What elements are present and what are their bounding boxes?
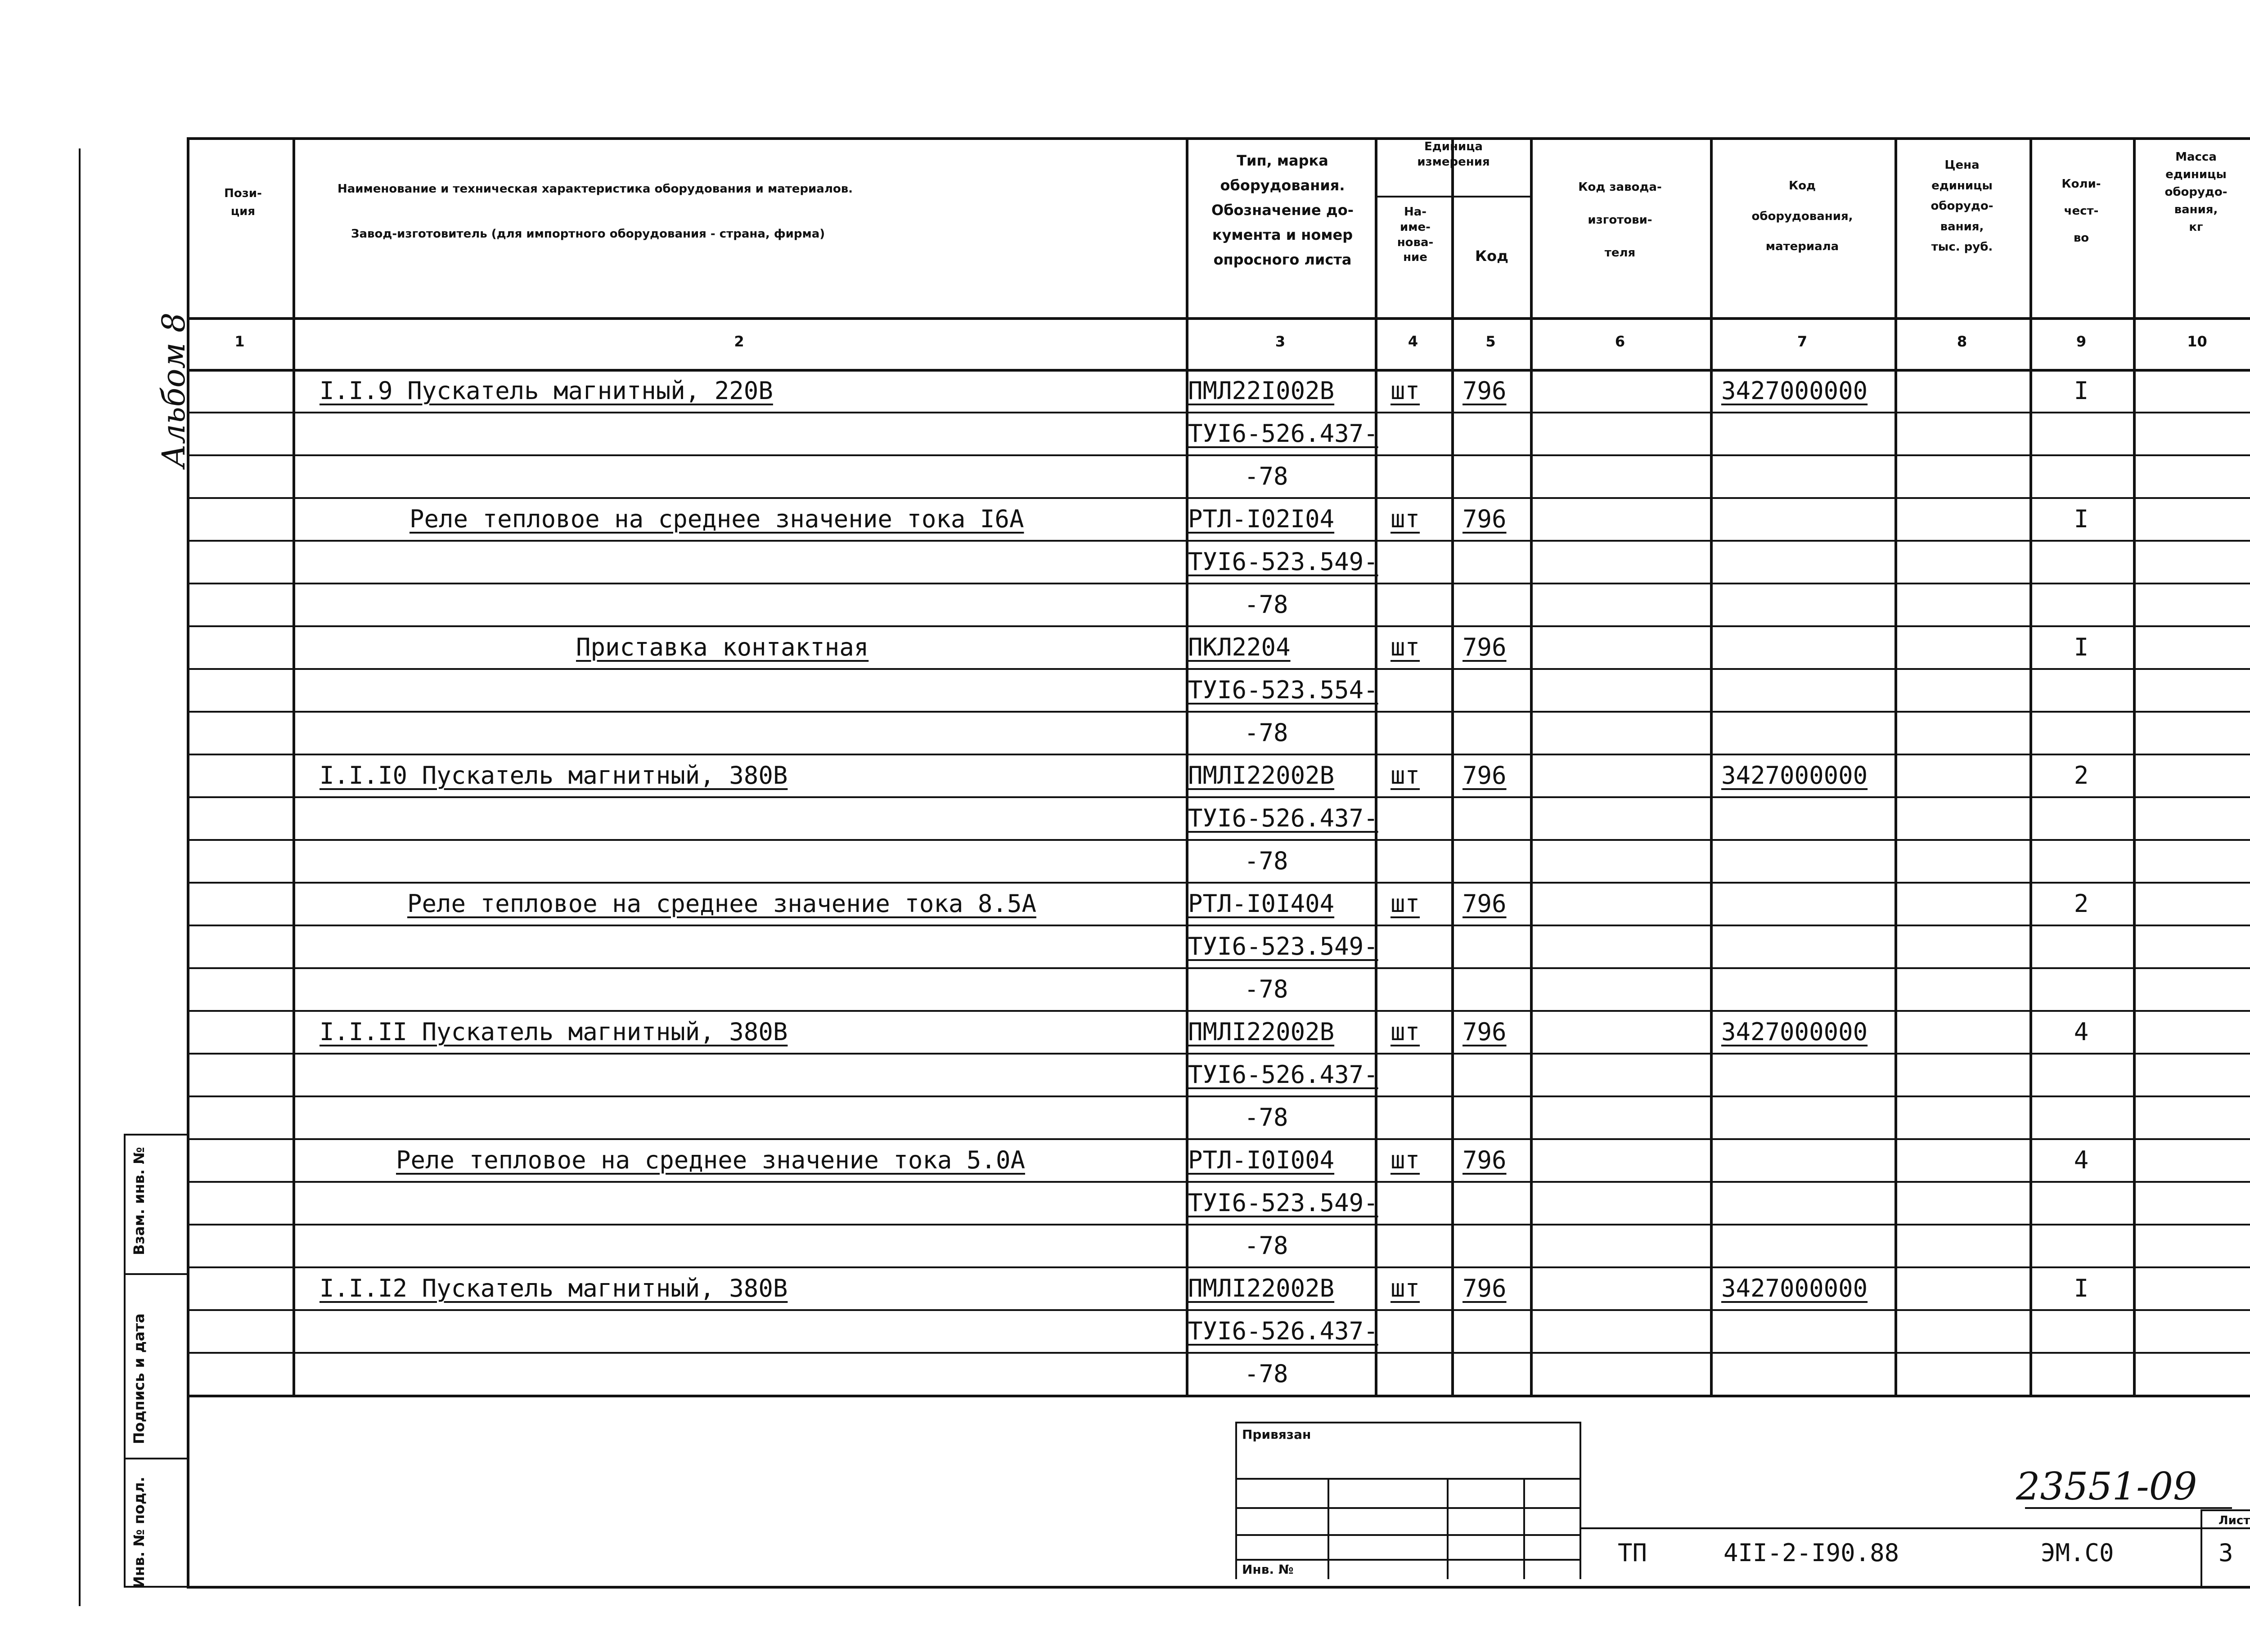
grid-line <box>79 148 81 1606</box>
grid-line <box>187 369 2250 372</box>
column-number-7: 7 <box>1797 333 1808 350</box>
item-type-doc: ПМЛI22002В <box>1188 1018 1335 1046</box>
grid-line <box>187 1352 2250 1354</box>
item-name: Реле тепловое на среднее значение тока 5.0А <box>396 1146 1025 1174</box>
item-type-doc: ТУI6-523.549- <box>1188 548 1378 576</box>
grid-line <box>187 454 2250 456</box>
grid-line <box>1235 1422 1580 1423</box>
grid-line <box>187 540 2250 542</box>
item-quantity: 2 <box>2074 761 2089 790</box>
document-code: ЭМ.С0 <box>2041 1539 2114 1567</box>
grid-line <box>2200 1509 2202 1586</box>
grid-line <box>1235 1507 1580 1509</box>
column-number-1: 1 <box>234 333 245 350</box>
grid-line <box>187 625 2250 627</box>
header-position: Пози- ция <box>224 187 262 219</box>
item-unit-code: 796 <box>1462 505 1507 533</box>
item-unit: шт <box>1390 889 1420 918</box>
grid-line <box>187 711 2250 713</box>
grid-line <box>187 137 2250 140</box>
item-type-doc: -78 <box>1244 462 1288 490</box>
grid-line <box>187 925 2250 926</box>
item-type-doc: ПМЛI22002В <box>1188 1274 1335 1302</box>
column-number-8: 8 <box>1957 333 1967 350</box>
item-unit-code: 796 <box>1462 1018 1507 1046</box>
item-name: Реле тепловое на среднее значение тока I6А <box>410 505 1024 533</box>
grid-line <box>1328 1478 1329 1579</box>
side-label-inv-orig: Инв. № подл. <box>130 1477 148 1588</box>
item-unit-code: 796 <box>1462 1274 1507 1302</box>
column-number-2: 2 <box>734 333 744 350</box>
grid-line <box>187 1181 2250 1183</box>
grid-line <box>187 1395 2250 1397</box>
item-unit-code: 796 <box>1462 377 1507 405</box>
item-type-doc: -78 <box>1244 847 1288 875</box>
item-unit: шт <box>1390 1018 1420 1046</box>
grid-line <box>2133 137 2136 1395</box>
item-type-doc: ПМЛ22I002В <box>1188 377 1335 405</box>
item-type-doc: ТУI6-526.437- <box>1188 804 1378 832</box>
item-quantity: I <box>2074 633 2089 661</box>
item-unit-code: 796 <box>1462 633 1507 661</box>
item-type-doc: ТУI6-526.437- <box>1188 419 1378 448</box>
column-number-10: 10 <box>2187 333 2207 350</box>
item-unit: шт <box>1390 505 1420 533</box>
item-type-doc: ТУI6-526.437- <box>1188 1060 1378 1089</box>
item-type-doc: -78 <box>1244 1231 1288 1260</box>
album-label: Альбом 8 <box>155 312 192 468</box>
grid-line <box>1235 1559 1580 1561</box>
header-type: Тип, марка оборудования. Обозначение до- кумента и номер опросного листа <box>1211 152 1354 269</box>
item-unit: шт <box>1390 1146 1420 1174</box>
item-quantity: I <box>2074 377 2089 405</box>
item-type-doc: ПМЛI22002В <box>1188 761 1335 790</box>
item-unit-code: 796 <box>1462 761 1507 790</box>
grid-line <box>187 412 2250 413</box>
item-equipment-code: 3427000000 <box>1721 761 1868 790</box>
header-quantity: Коли- чест- во <box>2061 177 2101 245</box>
item-equipment-code: 3427000000 <box>1721 1274 1868 1302</box>
grid-line <box>1580 1527 2250 1529</box>
item-type-doc: РТЛ-I0I404 <box>1188 889 1335 918</box>
header-name-line2: Завод-изготовитель (для импортного оборудования - страна, фирма) <box>351 227 825 241</box>
header-unit-code: Код <box>1475 247 1508 265</box>
item-unit: шт <box>1390 633 1420 661</box>
item-quantity: 4 <box>2074 1018 2089 1046</box>
header-unit-name: На- име- нова- ние <box>1397 205 1434 265</box>
grid-line <box>187 497 2250 499</box>
item-type-doc: ТУI6-526.437- <box>1188 1317 1378 1345</box>
item-name: Приставка контактная <box>576 633 869 661</box>
document-number: 4II-2-I90.88 <box>1724 1539 1899 1567</box>
header-manufacturer-code: Код заводa- изготови- теля <box>1578 180 1662 260</box>
grid-line <box>1530 137 1533 1395</box>
grid-line <box>187 317 2250 320</box>
grid-line <box>187 796 2250 798</box>
item-type-doc: РТЛ-I0I004 <box>1188 1146 1335 1174</box>
grid-line <box>1523 1478 1525 1579</box>
grid-line <box>187 1266 2250 1268</box>
grid-line <box>187 1053 2250 1055</box>
column-number-3: 3 <box>1275 333 1286 350</box>
grid-line <box>1580 1422 1581 1579</box>
item-type-doc: ПКЛ2204 <box>1188 633 1291 661</box>
item-name: I.I.I2 Пускатель магнитный, 380В <box>320 1274 788 1302</box>
item-name: I.I.II Пускатель магнитный, 380В <box>320 1018 788 1046</box>
header-unit-mass: Масса единицы оборудо- вания, кг <box>2164 150 2228 234</box>
grid-line <box>187 583 2250 584</box>
sheet-label: Лист <box>2218 1514 2250 1527</box>
side-label-replace-inv: Взам. инв. № <box>130 1147 148 1255</box>
column-number-9: 9 <box>2076 333 2087 350</box>
item-quantity: I <box>2074 505 2089 533</box>
side-label-sign-date: Подпись и дата <box>130 1313 148 1444</box>
grid-line <box>187 1095 2250 1097</box>
header-unit-group: Единица измерения <box>1417 140 1490 169</box>
header-unit-price: Цена единицы оборудо- вания, тыс. руб. <box>1930 158 1994 254</box>
grid-line <box>187 668 2250 670</box>
grid-line <box>124 1273 187 1275</box>
item-unit-code: 796 <box>1462 1146 1507 1174</box>
header-name-line1: Наименование и техническая характеристика оборудования и материалов. <box>338 182 853 196</box>
header-equipment-code: Код оборудования, материала <box>1751 179 1853 254</box>
grid-line <box>1235 1534 1580 1536</box>
grid-line <box>124 1134 187 1136</box>
item-unit: шт <box>1390 1274 1420 1302</box>
project-type: ТП <box>1618 1539 1647 1567</box>
item-unit: шт <box>1390 377 1420 405</box>
item-type-doc: ТУI6-523.554- <box>1188 676 1378 704</box>
grid-line <box>187 754 2250 755</box>
item-unit: шт <box>1390 761 1420 790</box>
sheet-number: 3 <box>2218 1539 2233 1567</box>
item-type-doc: -78 <box>1244 718 1288 747</box>
item-name: I.I.I0 Пускатель магнитный, 380В <box>320 761 788 790</box>
grid-line <box>187 1224 2250 1226</box>
grid-line <box>187 1010 2250 1012</box>
item-name: I.I.9 Пускатель магнитный, 220В <box>320 377 773 405</box>
item-type-doc: -78 <box>1244 590 1288 619</box>
item-unit-code: 796 <box>1462 889 1507 918</box>
grid-line <box>1451 137 1454 1395</box>
grid-line <box>2200 1509 2250 1511</box>
column-number-4: 4 <box>1408 333 1418 350</box>
handwritten-doc-number: 23551-09 <box>2016 1464 2197 1508</box>
grid-line <box>187 1138 2250 1140</box>
column-number-6: 6 <box>1615 333 1625 350</box>
item-type-doc: -78 <box>1244 1360 1288 1388</box>
item-type-doc: ТУI6-523.549- <box>1188 1189 1378 1217</box>
grid-line <box>1235 1422 1237 1579</box>
inv-no-label: Инв. № <box>1242 1562 1294 1577</box>
grid-line <box>124 1134 126 1586</box>
item-type-doc: -78 <box>1244 975 1288 1003</box>
item-name: Реле тепловое на среднее значение тока 8.5А <box>407 889 1036 918</box>
item-equipment-code: 3427000000 <box>1721 1018 1868 1046</box>
grid-line <box>187 1309 2250 1311</box>
grid-line <box>1447 1478 1449 1579</box>
item-quantity: 2 <box>2074 889 2089 918</box>
item-quantity: 4 <box>2074 1146 2089 1174</box>
item-quantity: I <box>2074 1274 2089 1302</box>
grid-line <box>124 1458 187 1459</box>
column-number-5: 5 <box>1485 333 1496 350</box>
grid-line <box>1235 1478 1580 1480</box>
grid-line <box>187 839 2250 841</box>
grid-line <box>187 967 2250 969</box>
bound-label: Привязан <box>1242 1427 1311 1442</box>
item-type-doc: ТУI6-523.549- <box>1188 932 1378 961</box>
item-type-doc: -78 <box>1244 1103 1288 1131</box>
grid-line <box>187 882 2250 884</box>
grid-line <box>187 1586 2250 1589</box>
grid-line <box>1710 137 1713 1395</box>
grid-line <box>1894 137 1897 1395</box>
item-equipment-code: 3427000000 <box>1721 377 1868 405</box>
item-type-doc: РТЛ-I02I04 <box>1188 505 1335 533</box>
grid-line <box>292 137 295 1395</box>
